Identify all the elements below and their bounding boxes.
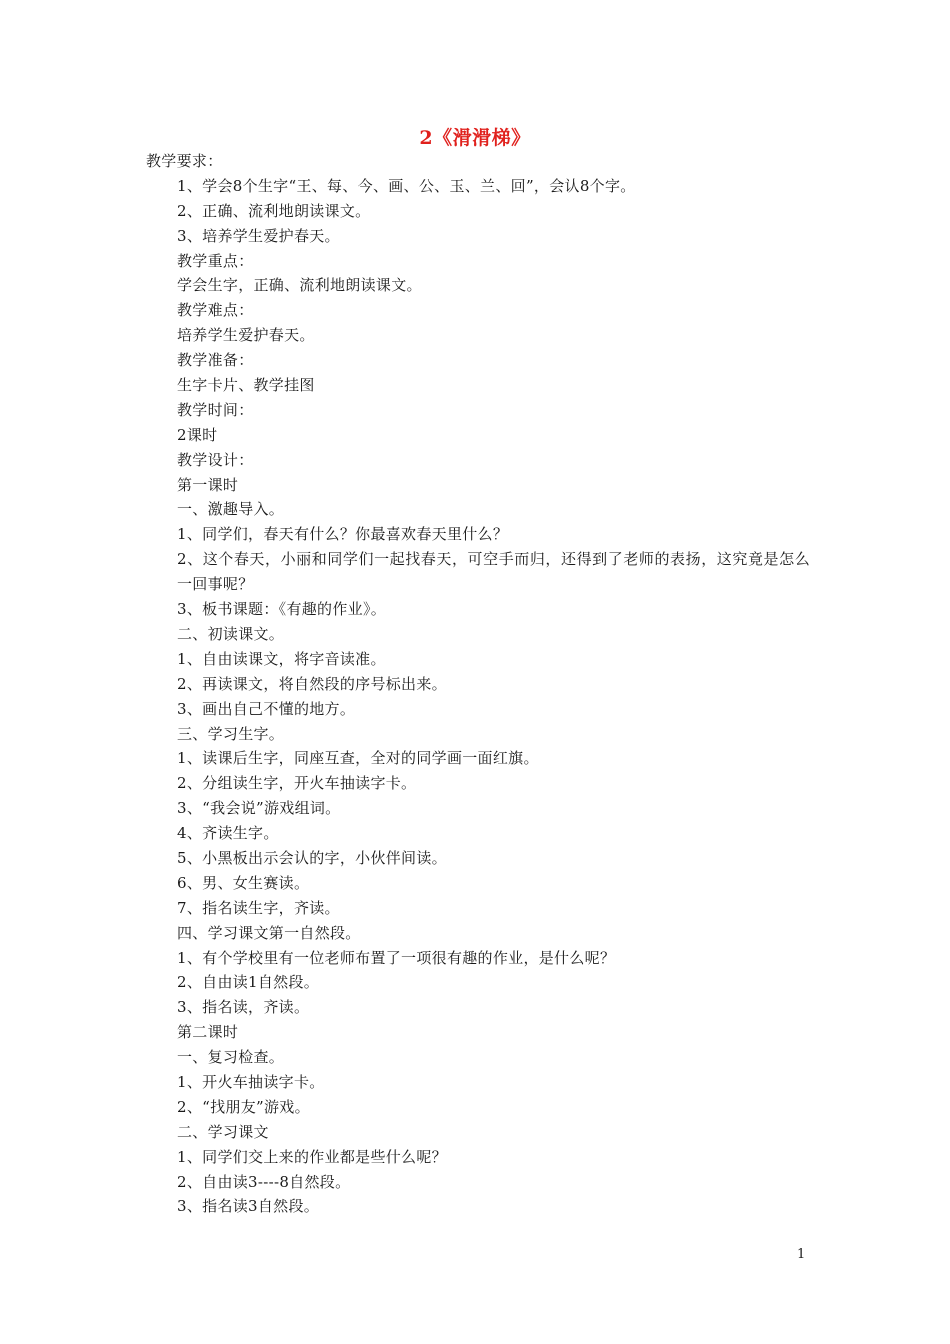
paragraph-line: 4、齐读生字。	[177, 824, 279, 843]
paragraph-line: 教学准备：	[177, 351, 254, 370]
paragraph-line: 6、男、女生赛读。	[177, 873, 310, 892]
paragraph-line: 培养学生爱护春天。	[177, 326, 315, 345]
paragraph-line: 1、同学们交上来的作业都是些什么呢？	[177, 1147, 447, 1166]
paragraph-line: 1、开火车抽读字卡。	[177, 1072, 325, 1091]
paragraph-line: 二、学习课文	[177, 1122, 269, 1141]
paragraph-line: 2、正确、流利地朗读课文。	[177, 201, 371, 220]
paragraph-line: 2、自由读1自然段。	[177, 973, 320, 992]
paragraph-line: 2、再读课文，将自然段的序号标出来。	[177, 674, 447, 693]
paragraph-line: 3、板书课题：《有趣的作业》。	[177, 600, 387, 619]
paragraph-line: 第二课时	[177, 1023, 239, 1042]
paragraph-line: 教学难点：	[177, 301, 254, 320]
paragraph-line: 5、小黑板出示会认的字，小伙伴间读。	[177, 848, 447, 867]
paragraph-line: 教学时间：	[177, 400, 254, 419]
paragraph-line: 1、自由读课文，将字音读准。	[177, 649, 386, 668]
paragraph-line: 生字卡片、教学挂图	[177, 376, 315, 395]
paragraph-line: 1、同学们，春天有什么？你最喜欢春天里什么？	[177, 525, 509, 544]
paragraph-line: 2、“找朋友”游戏。	[177, 1097, 310, 1116]
paragraph-line: 三、学习生字。	[177, 724, 285, 743]
paragraph-line: 2、分组读生字，开火车抽读字卡。	[177, 774, 417, 793]
page-number: 1	[797, 1247, 806, 1262]
paragraph-line: 3、指名读3自然段。	[177, 1197, 320, 1216]
paragraph-line: 3、指名读，齐读。	[177, 998, 310, 1017]
paragraph-line: 1、有个学校里有一位老师布置了一项很有趣的作业，是什么呢？	[177, 948, 616, 967]
paragraph-line: 教学设计：	[177, 450, 254, 469]
paragraph-line: 四、学习课文第一自然段。	[177, 923, 361, 942]
paragraph-line: 3、培养学生爱护春天。	[177, 226, 340, 245]
document-body	[146, 149, 810, 1219]
paragraph-line: 2课时	[177, 425, 218, 444]
paragraph-line: 3、画出自己不懂的地方。	[177, 699, 356, 718]
paragraph-line: 7、指名读生字，齐读。	[177, 898, 340, 917]
document-title: 2《滑滑梯》	[419, 127, 531, 149]
paragraph-line: 学会生字，正确、流利地朗读课文。	[177, 276, 422, 295]
paragraph-line: 教学重点：	[177, 251, 254, 270]
paragraph-line: 2、自由读3----8自然段。	[177, 1172, 351, 1191]
paragraph-line: 1、学会8个生字“王、每、今、画、公、玉、兰、回”，会认8个字。	[177, 176, 636, 195]
paragraph-line: 二、初读课文。	[177, 624, 285, 643]
paragraph-line: 1、读课后生字，同座互查，全对的同学画一面红旗。	[177, 749, 539, 768]
paragraph-line: 一、激趣导入。	[177, 500, 285, 519]
paragraph-line: 3、“我会说”游戏组词。	[177, 799, 341, 818]
paragraph-line: 教学要求：	[146, 152, 223, 170]
paragraph-line: 第一课时	[177, 475, 239, 494]
paragraph-line: 2、这个春天，小丽和同学们一起找春天，可空手而归，还得到了老师的表扬，这究竟是怎么一回事呢？	[177, 550, 810, 594]
paragraph-line: 一、复习检查。	[177, 1048, 285, 1067]
